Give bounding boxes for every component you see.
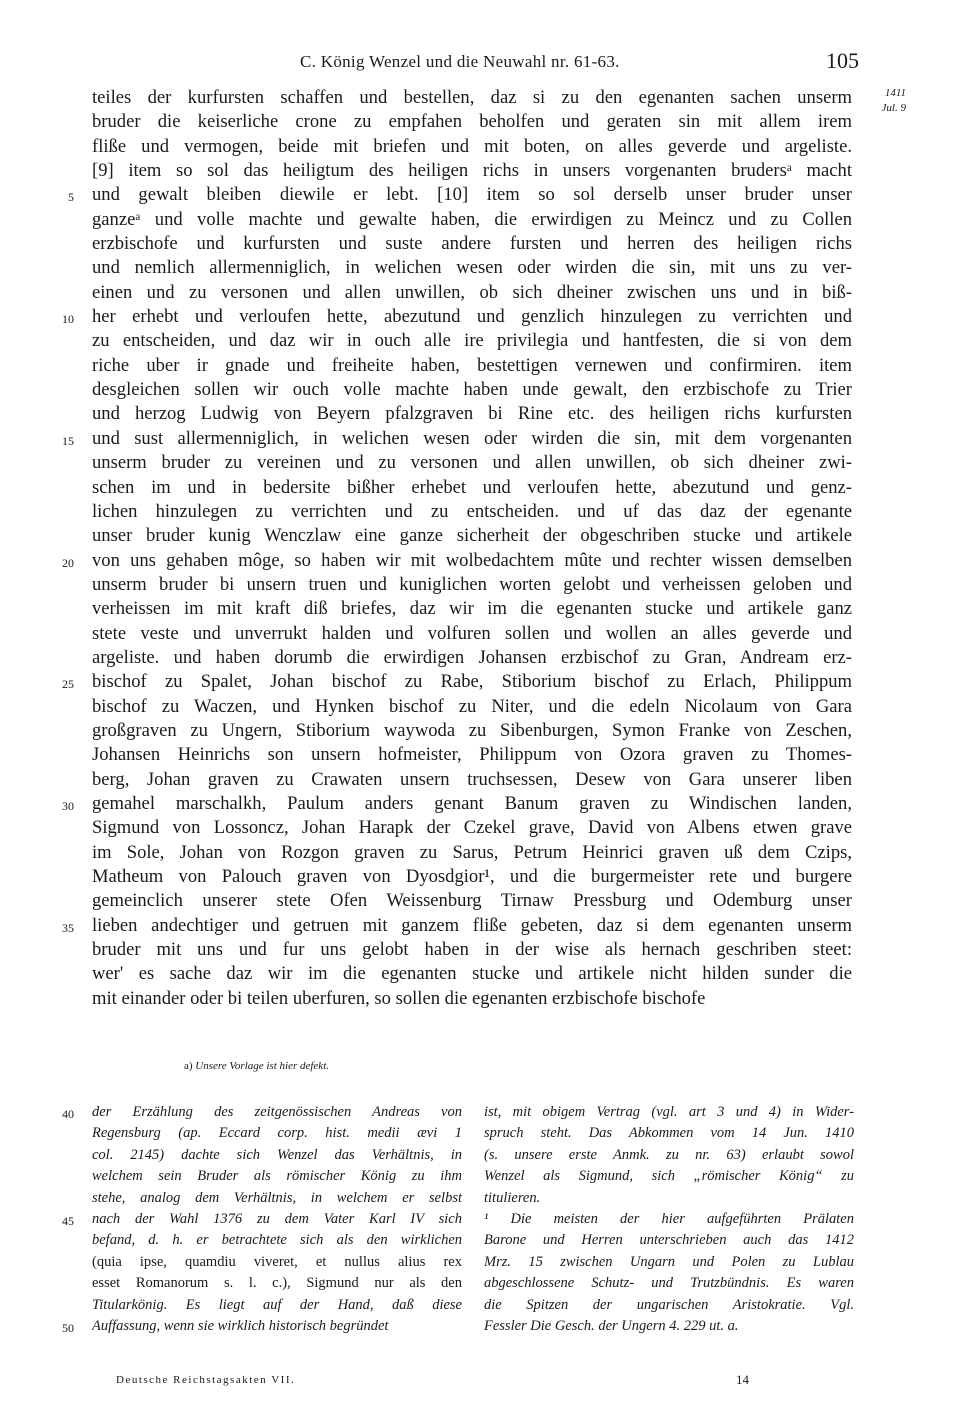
text-line: her erhebt und verloufen hette, abezutund und genzlich hinzulegen zu verrichten und <box>92 306 852 328</box>
note-line: befand, d. h. er betrachtete sich als den wirklichen <box>92 1232 462 1249</box>
main-text-block <box>92 86 852 1011</box>
note-line: nach der Wahl 1376 zu dem Vater Karl IV sich <box>92 1210 462 1227</box>
note-line-number: 40 <box>62 1107 74 1121</box>
note-line: col. 2145) dachte sich Wenzel das Verhältnis, in <box>92 1146 462 1163</box>
note-line: ist, mit obigem Vertrag (vgl. art 3 und 4) in Wider- <box>484 1104 854 1120</box>
text-line: berg, Johan graven zu Crawaten unsern truchsessen, Desew von Gara unserer liben <box>92 768 852 790</box>
text-line: einen und zu versonen und allen unwillen, ob sich dheiner zwischen uns und in biß- <box>92 281 852 303</box>
text-line: wer' es sache daz wir im die egenanten stucke und artikele nicht hilden sunder die <box>92 963 852 985</box>
text-line: erzbischofe und kurfursten und suste andere fursten und herren des heiligen richs <box>92 233 852 255</box>
line-number: 10 <box>62 312 74 327</box>
note-line: welchem sein Bruder als römischer König zu ihm <box>92 1168 462 1185</box>
footnote-a <box>184 1060 329 1072</box>
note-line: Auffassung, wenn sie wirklich historisch begründet <box>92 1317 389 1334</box>
page-number: 105 <box>826 48 859 73</box>
text-line: riche uber ir gnade und freiheite haben, bestettigen vernewen und confirmiren. item <box>92 354 852 376</box>
sheet-number: 14 <box>736 1372 749 1387</box>
text-line: und gewalt bleiben diewile er lebt. [10] item so sol derselb unser bruder unser <box>92 184 852 206</box>
text-line: teiles der kurfursten schaffen und bestellen, daz si zu den egenanten sachen unserm <box>92 87 852 108</box>
note-line: Mrz. 15 zwischen Ungarn und Polen zu Lublau <box>484 1253 854 1270</box>
text-line: Matheum von Palouch graven von Dyosdgior¹, und die burgermeister rete und burgere <box>92 866 852 887</box>
text-line: großgraven zu Ungern, Stiborium waywoda zu Sibenburgen, Symon Franke von Zeschen, <box>92 719 852 741</box>
text-line: [9] item so sol das heiligtum des heiligen richs in unsers vorgenanten brudersᵃ macht <box>92 160 852 182</box>
text-line: mit einander oder bi teilen uberfuren, so sollen die egenanten erzbischofe bischofe <box>92 987 706 1009</box>
note-line: titulieren. <box>484 1189 541 1206</box>
line-number: 30 <box>62 799 74 814</box>
line-number: 35 <box>62 920 74 935</box>
margin-date <box>866 86 906 116</box>
sheet-signature: Deutsche Reichstagsakten VII. <box>116 1374 296 1386</box>
text-line: und nemlich allermenniglich, in welichen wesen oder wirden die sin, mit uns zu ver- <box>92 257 852 279</box>
text-line: unserm bruder zu vereinen und zu versonen und allen unwillen, ob sich dheiner zwi- <box>92 452 852 474</box>
line-number: 15 <box>62 433 74 448</box>
text-line: verheissen im mit kraft diß briefes, daz wir im die egenanten stucke und artikele ganz <box>92 598 852 620</box>
text-line: gemeinclich unserer stete Ofen Weissenburg Tirnaw Pressburg und Odemburg unser <box>92 890 852 912</box>
text-line: unser bruder kunig Wenczlaw eine ganze sicherheit der obgeschriben stucke und artikele <box>92 525 852 547</box>
line-number: 25 <box>62 677 74 692</box>
text-line: lieben andechtiger und getruen mit ganzem fliße gebeten, daz si dem egenanten unserm <box>92 914 852 936</box>
note-line: Fessler Die Gesch. der Ungern 4. 229 ut. a. <box>484 1317 739 1334</box>
text-line: Sigmund von Lossoncz, Johan Harapk der Czekel grave, David von Albens etwen grave <box>92 817 852 839</box>
footnote-a-text: Unsere Vorlage ist hier defekt. <box>195 1060 329 1072</box>
running-header <box>0 46 960 76</box>
text-line: stete veste und unverrukt halden und volfuren sollen und wollen an alles geverde und <box>92 622 852 644</box>
text-line: schen im und in bedersite bißher erhebet und verloufen hette, abezutund und genz- <box>92 476 852 498</box>
note-line: die Spitzen der ungarischen Aristokratie. Vgl. <box>484 1296 854 1313</box>
text-line: bischof zu Waczen, und Hynken bischof zu Niter, und die edeln Nicolaum von Gara <box>92 695 852 717</box>
line-number: 5 <box>68 190 74 205</box>
note-line: (quia ipse, quamdiu viveret, et nullus alius rex <box>92 1253 462 1270</box>
note-line: (s. unsere erste Anmk. zu nr. 63) erlaubt sowol <box>484 1146 854 1163</box>
note-line: abgeschlossene Schutz- und Trutzbündnis. Es waren <box>484 1275 854 1292</box>
notes-left-column <box>92 1102 462 1337</box>
note-line: Wenzel als Sigmund, sich „römischer König“ zu <box>484 1168 854 1185</box>
text-line: im Sole, Johan von Rozgon graven zu Sarus, Petrum Heinrici graven uß dem Czips, <box>92 841 852 863</box>
text-line: argeliste. und haben dorumb die erwirdigen Johansen erzbischof zu Gran, Andream erz- <box>92 646 852 668</box>
text-line: gemahel marschalkh, Paulum anders genant Banum graven zu Windischen landen, <box>92 792 852 814</box>
note-line: der Erzählung des zeitgenössischen Andreas von <box>92 1104 462 1120</box>
margin-date-day: Jul. 9 <box>881 102 906 114</box>
text-line: desgleichen sollen wir ouch volle machte haben unde gewalt, den erzbischofe zu Trier <box>92 379 852 401</box>
text-line: bruder die keiserliche crone zu empfahen beholfen und geraten sin mit allem irem <box>92 111 852 133</box>
note-line: Barone und Herren unterschrieben auch das 1412 <box>484 1232 854 1249</box>
text-line: unserm bruder bi unsern truen und kuniglichen worten gelobt und verheissen geloben und <box>92 573 852 595</box>
note-line: Titularkönig. Es liegt auf der Hand, daß diese <box>92 1296 462 1313</box>
note-line: stehe, analog dem Verhältnis, in welchem er selbst <box>92 1189 462 1206</box>
text-line: fliße und vermogen, beide mit briefen und mit boten, on alles geverde und argeliste. <box>92 135 852 157</box>
text-line: Johansen Heinrichs son unsern hofmeister, Philippum von Ozora graven zu Thomes- <box>92 744 852 766</box>
margin-date-year: 1411 <box>884 87 906 99</box>
text-line: und sust allermenniglich, in welichen wesen oder wirden die sin, mit dem vorgenanten <box>92 427 852 449</box>
running-head-title: C. König Wenzel und die Neuwahl nr. 61-63. <box>300 52 620 71</box>
text-line: und herzog Ludwig von Beyern pfalzgraven bi Rine etc. des heiligen richs kurfursten <box>92 403 852 425</box>
text-line: bruder mit uns und fur uns gelobt haben in der wise als hernach geschriben steet: <box>92 939 852 961</box>
text-line: zu entscheiden, und daz wir in ouch alle ire privilegia und hantfesten, die si von dem <box>92 330 852 352</box>
note-line-number: 50 <box>62 1321 74 1335</box>
text-line: ganzeᵃ und volle machte und gewalte haben, die erwirdigen zu Meincz und zu Collen <box>92 208 852 230</box>
note-line-number: 45 <box>62 1214 74 1228</box>
line-number: 20 <box>62 555 74 570</box>
notes-right-column <box>484 1102 854 1337</box>
note-line: spruch steht. Das Abkommen vom 14 Jun. 1410 <box>484 1125 854 1142</box>
note-line: ¹ Die meisten der hier aufgeführten Prälaten <box>484 1210 854 1227</box>
text-line: lichen hinzulegen zu verrichten und zu entscheiden. und uf das daz der egenante <box>92 500 852 522</box>
text-line: von uns gehaben môge, so haben wir mit wolbedachtem mûte und rechter wissen demselben <box>92 549 852 571</box>
note-line: Regensburg (ap. Eccard corp. hist. medii ævi 1 <box>92 1125 462 1142</box>
note-line: esset Romanorum s. l. c.), Sigmund nur als den <box>92 1275 462 1292</box>
text-line: bischof zu Spalet, Johan bischof zu Rabe, Stiborium bischof zu Erlach, Philippum <box>92 671 852 693</box>
footnote-a-label: a) <box>184 1060 193 1072</box>
